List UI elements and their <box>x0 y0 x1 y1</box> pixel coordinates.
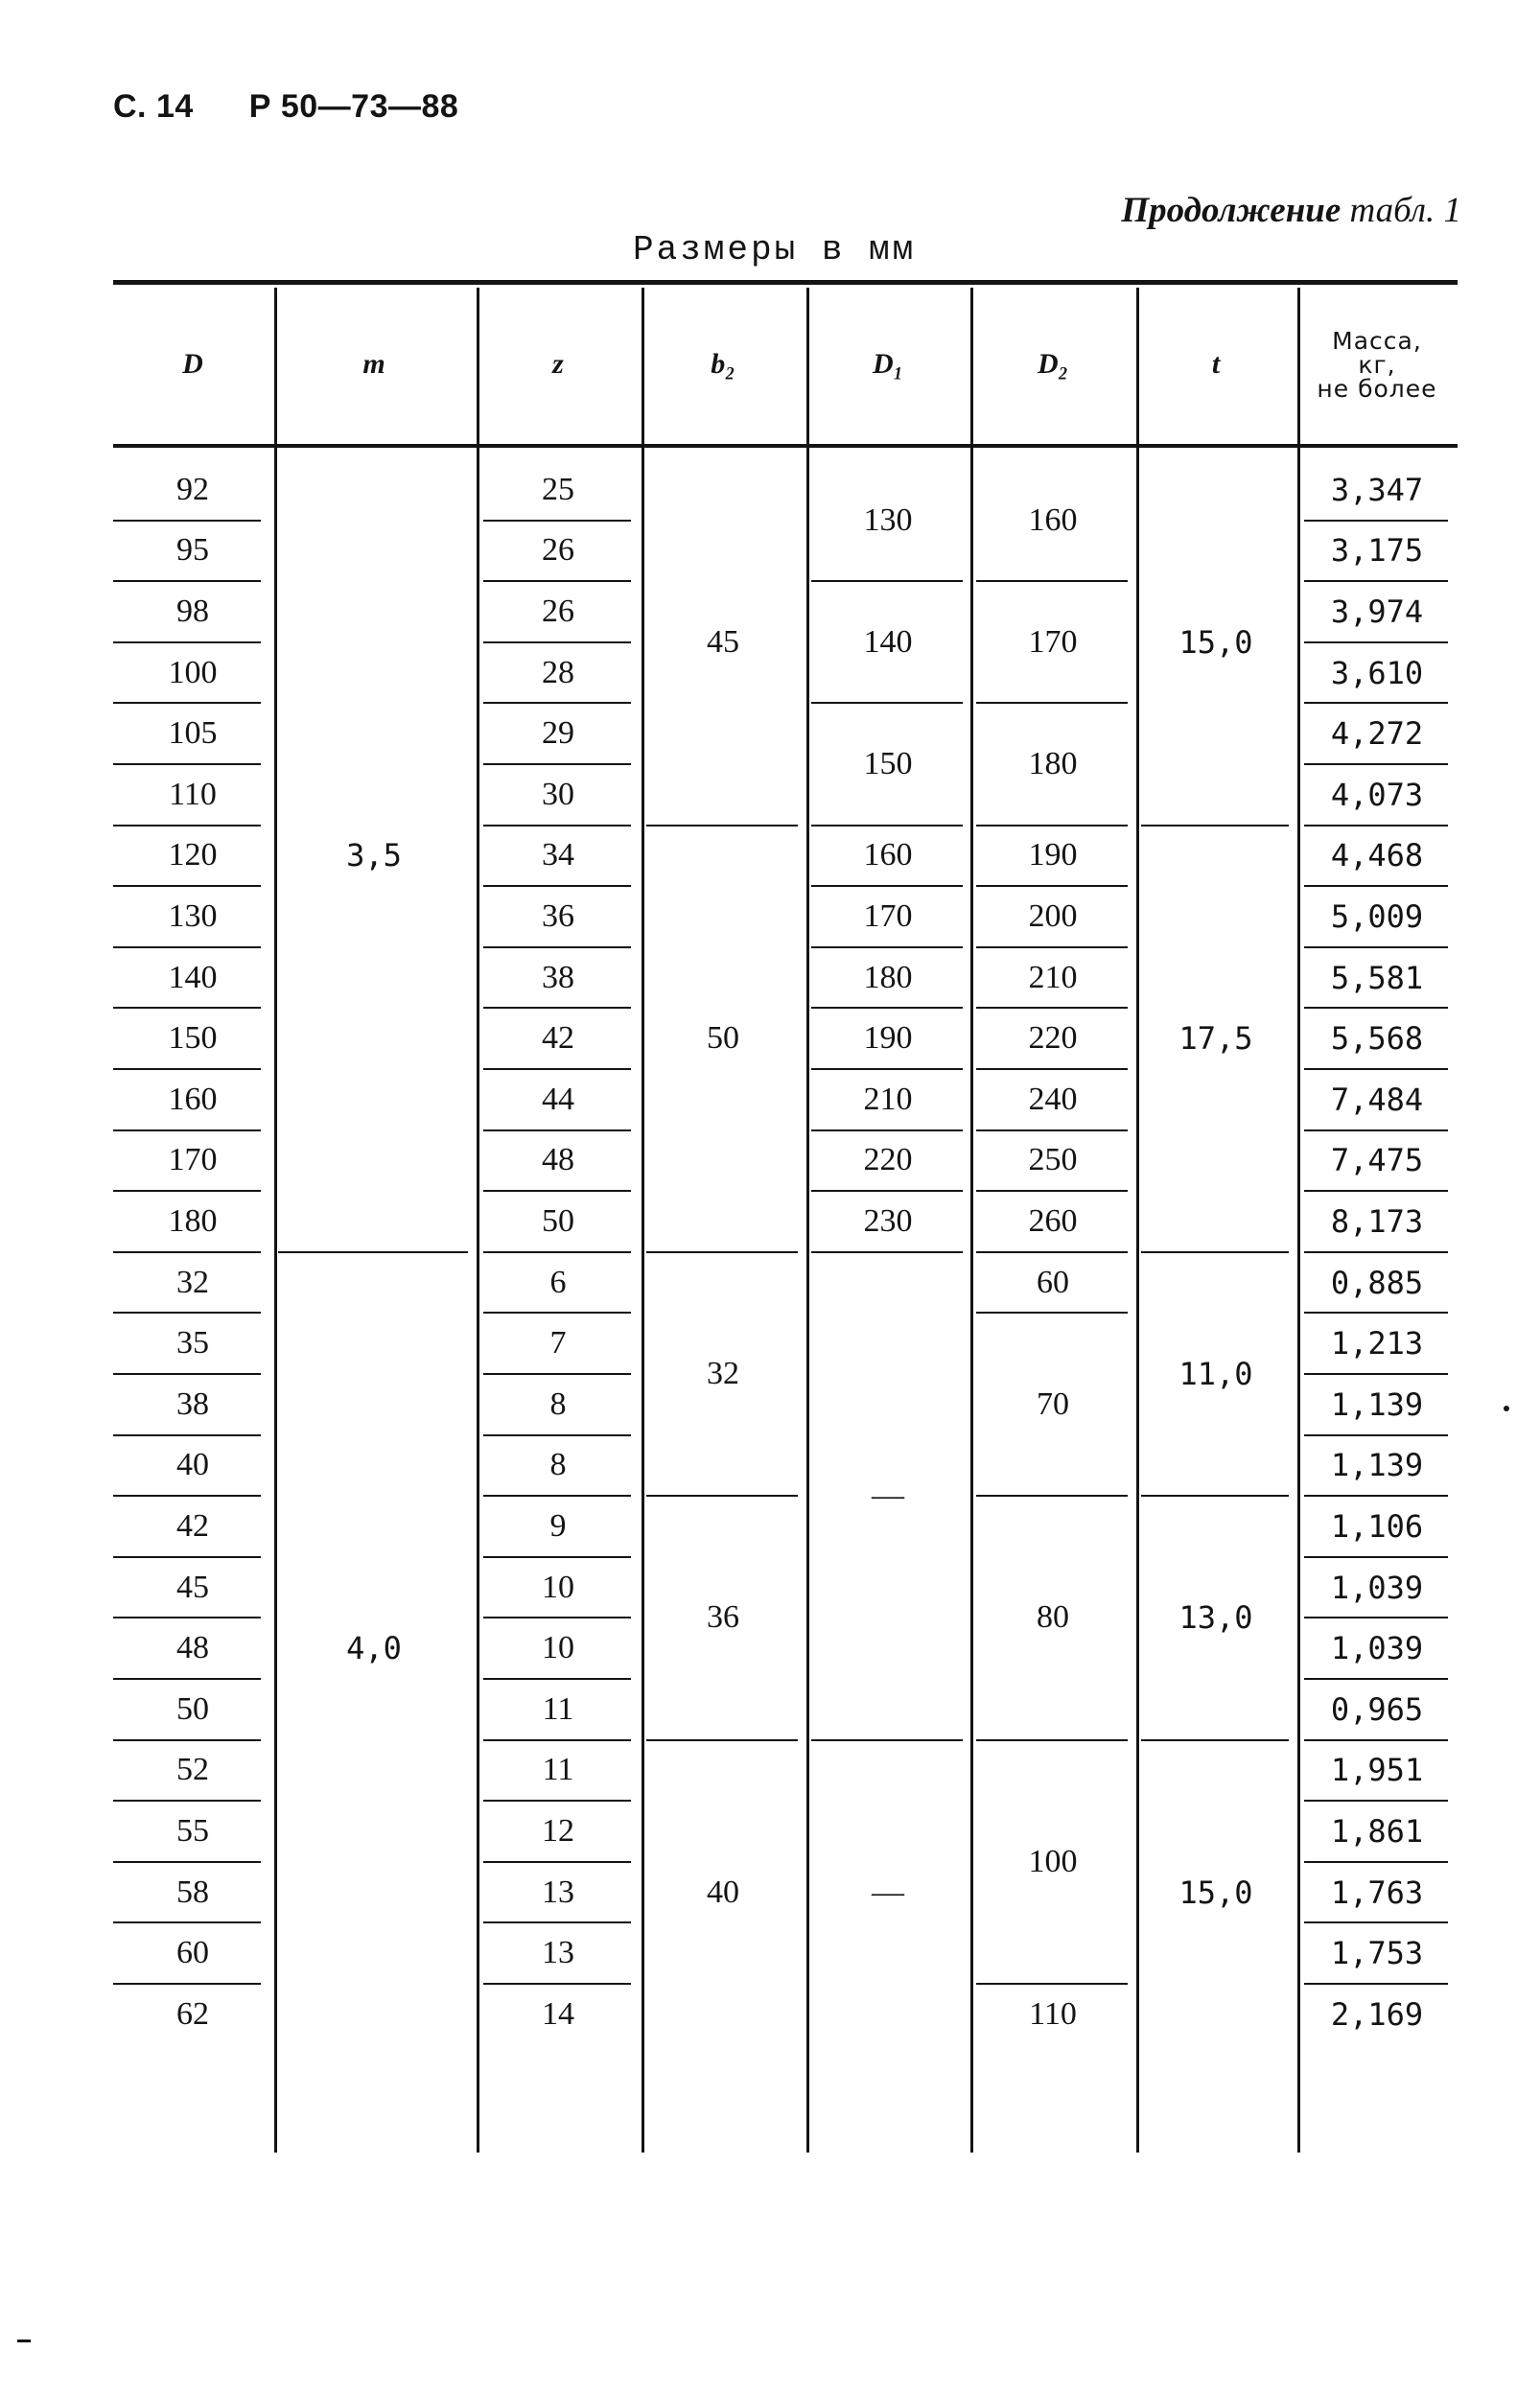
cell-D: 48 <box>176 1630 209 1666</box>
row-rule <box>1304 1312 1448 1314</box>
row-rule <box>1304 1861 1448 1863</box>
column-header-D2: D₂ <box>1037 348 1069 380</box>
cell-mass: 7,475 <box>1330 1142 1424 1179</box>
row-rule <box>113 1007 261 1009</box>
row-rule <box>483 702 631 704</box>
cell-D: 60 <box>176 1935 209 1971</box>
group-rule <box>811 825 963 826</box>
group-rule <box>811 1068 963 1070</box>
group-rule <box>976 702 1128 704</box>
column-header-m: m <box>362 348 385 380</box>
cell-mass: 8,173 <box>1330 1202 1424 1240</box>
cell-mass: 0,965 <box>1330 1690 1424 1728</box>
cell-D1: — <box>872 1478 904 1514</box>
cell-D: 50 <box>176 1690 209 1727</box>
scan-speck <box>1504 1406 1509 1411</box>
row-rule <box>483 1983 631 1985</box>
group-rule <box>976 946 1128 948</box>
group-rule <box>976 1495 1128 1497</box>
row-rule <box>113 1739 261 1741</box>
column-header-mass <box>1296 288 1458 441</box>
column-divider <box>477 288 479 2153</box>
row-rule <box>1304 763 1448 765</box>
row-rule <box>113 825 261 826</box>
group-rule <box>976 1190 1128 1192</box>
group-rule <box>811 1739 963 1741</box>
header-bottom-rule <box>113 444 1458 448</box>
group-rule <box>811 946 963 948</box>
row-rule <box>483 763 631 765</box>
cell-D: 32 <box>176 1264 209 1300</box>
cell-z: 13 <box>542 1874 574 1910</box>
cell-z: 26 <box>542 532 574 569</box>
row-rule <box>1304 1068 1448 1070</box>
row-rule <box>483 1495 631 1497</box>
row-rule <box>113 1617 261 1618</box>
cell-D: 120 <box>168 837 218 873</box>
group-rule <box>1141 1739 1289 1741</box>
row-rule <box>113 1068 261 1070</box>
row-rule <box>1304 1617 1448 1618</box>
table-top-rule <box>113 280 1458 285</box>
cell-mass: 1,106 <box>1330 1507 1424 1545</box>
cell-mass: 1,951 <box>1330 1752 1424 1789</box>
cell-D1: 220 <box>863 1142 913 1178</box>
cell-t: 11,0 <box>1178 1355 1253 1392</box>
row-rule <box>113 1312 261 1314</box>
cell-z: 8 <box>549 1385 567 1422</box>
column-header-t: t <box>1211 348 1221 380</box>
row-rule <box>113 1921 261 1923</box>
cell-D2: 220 <box>1028 1020 1078 1057</box>
cell-b2: 50 <box>707 1020 739 1057</box>
cell-D2: 180 <box>1028 745 1078 781</box>
row-rule <box>1304 702 1448 704</box>
row-rule <box>113 763 261 765</box>
cell-mass: 2,169 <box>1330 1995 1424 2033</box>
units-caption: Размеры в мм <box>633 230 917 269</box>
row-rule <box>1304 1556 1448 1558</box>
cell-mass: 1,763 <box>1330 1874 1424 1911</box>
group-rule <box>976 1251 1128 1253</box>
cell-mass: 3,610 <box>1330 654 1424 691</box>
row-rule <box>113 1800 261 1802</box>
continuation-table-ref: табл. 1 <box>1341 191 1461 230</box>
row-rule <box>113 520 261 522</box>
row-rule <box>1304 580 1448 582</box>
row-rule <box>483 1312 631 1314</box>
row-rule <box>1304 1251 1448 1253</box>
cell-D: 170 <box>168 1142 218 1178</box>
cell-D1: 160 <box>863 837 913 873</box>
row-rule <box>483 1434 631 1436</box>
column-divider <box>1136 288 1139 2153</box>
cell-z: 50 <box>542 1202 574 1239</box>
row-rule <box>483 580 631 582</box>
cell-D: 130 <box>168 897 218 934</box>
cell-z: 6 <box>549 1264 567 1300</box>
cell-z: 9 <box>549 1507 567 1544</box>
cell-z: 11 <box>542 1752 574 1788</box>
row-rule <box>483 825 631 826</box>
cell-mass: 1,861 <box>1330 1812 1424 1850</box>
group-rule <box>646 825 798 826</box>
row-rule <box>1304 641 1448 643</box>
cell-mass: 1,139 <box>1330 1447 1424 1484</box>
row-rule <box>483 1739 631 1741</box>
row-rule <box>1304 825 1448 826</box>
row-rule <box>113 1129 261 1131</box>
cell-D: 35 <box>176 1325 209 1362</box>
cell-z: 28 <box>542 654 574 690</box>
row-rule <box>113 1495 261 1497</box>
cell-mass: 5,009 <box>1330 897 1424 935</box>
cell-D: 100 <box>168 654 218 690</box>
cell-z: 12 <box>542 1812 574 1849</box>
group-rule <box>811 1190 963 1192</box>
cell-D: 62 <box>176 1995 209 2032</box>
group-rule <box>278 1251 468 1253</box>
row-rule <box>1304 1921 1448 1923</box>
cell-D1: 140 <box>863 623 913 660</box>
row-rule <box>113 1861 261 1863</box>
row-rule <box>483 520 631 522</box>
group-rule <box>811 885 963 887</box>
column-header-D1: D₁ <box>872 348 904 380</box>
cell-D2: 260 <box>1028 1202 1078 1239</box>
row-rule <box>483 641 631 643</box>
cell-z: 25 <box>542 471 574 507</box>
row-rule <box>483 946 631 948</box>
cell-t: 15,0 <box>1178 1874 1253 1911</box>
row-rule <box>1304 1678 1448 1680</box>
cell-D: 180 <box>168 1202 218 1239</box>
group-rule <box>1141 1495 1289 1497</box>
row-rule <box>483 1556 631 1558</box>
row-rule <box>113 1983 261 1985</box>
group-rule <box>811 1129 963 1131</box>
column-header-D: D <box>182 348 203 380</box>
cell-m: 4,0 <box>346 1630 402 1667</box>
cell-D2: 70 <box>1037 1385 1069 1422</box>
cell-mass: 3,974 <box>1330 593 1424 630</box>
cell-D1: 170 <box>863 897 913 934</box>
cell-D: 40 <box>176 1447 209 1483</box>
cell-z: 10 <box>542 1569 574 1605</box>
cell-z: 26 <box>542 593 574 629</box>
cell-D: 105 <box>168 715 218 752</box>
cell-t: 17,5 <box>1178 1020 1253 1058</box>
group-rule <box>976 1129 1128 1131</box>
cell-D: 110 <box>169 776 217 812</box>
cell-D1: 150 <box>863 745 913 781</box>
group-rule <box>1141 825 1289 826</box>
cell-b2: 40 <box>707 1874 739 1910</box>
cell-D2: 170 <box>1028 623 1078 660</box>
group-rule <box>976 825 1128 826</box>
row-rule <box>1304 946 1448 948</box>
cell-D1: — <box>872 1874 904 1910</box>
cell-z: 14 <box>542 1995 574 2032</box>
row-rule <box>113 885 261 887</box>
row-rule <box>1304 1983 1448 1985</box>
cell-D2: 200 <box>1028 897 1078 934</box>
cell-mass: 1,139 <box>1330 1385 1424 1423</box>
cell-D2: 80 <box>1037 1599 1069 1636</box>
column-divider <box>806 288 809 2153</box>
cell-mass: 4,272 <box>1330 715 1424 753</box>
cell-z: 7 <box>549 1325 567 1362</box>
row-rule <box>113 1373 261 1375</box>
cell-z: 11 <box>542 1690 574 1727</box>
page-number: С. 14 <box>113 88 194 125</box>
cell-D: 150 <box>168 1020 218 1057</box>
cell-b2: 32 <box>707 1355 739 1391</box>
row-rule <box>113 1556 261 1558</box>
group-rule <box>811 580 963 582</box>
row-rule <box>113 946 261 948</box>
cell-z: 42 <box>542 1020 574 1057</box>
mass-header-line: Масса, <box>1332 326 1422 355</box>
cell-mass: 4,468 <box>1330 837 1424 874</box>
row-rule <box>1304 1739 1448 1741</box>
row-rule <box>483 1007 631 1009</box>
group-rule <box>976 580 1128 582</box>
row-rule <box>483 1861 631 1863</box>
row-rule <box>483 1068 631 1070</box>
row-rule <box>113 641 261 643</box>
group-rule <box>976 885 1128 887</box>
cell-mass: 3,347 <box>1330 471 1424 508</box>
row-rule <box>483 1617 631 1618</box>
cell-z: 30 <box>542 776 574 812</box>
row-rule <box>113 1678 261 1680</box>
group-rule <box>1141 1251 1289 1253</box>
cell-z: 38 <box>542 959 574 995</box>
row-rule <box>483 1129 631 1131</box>
cell-mass: 0,885 <box>1330 1264 1424 1301</box>
column-header-b2: b₂ <box>711 348 735 380</box>
column-header-z: z <box>552 348 564 380</box>
continuation-word: Продолжение <box>1121 191 1342 230</box>
cell-D1: 210 <box>863 1081 913 1117</box>
row-rule <box>1304 1129 1448 1131</box>
mass-header-line: не более <box>1317 374 1437 403</box>
row-rule <box>1304 520 1448 522</box>
cell-D: 98 <box>176 593 209 629</box>
row-rule <box>1304 1800 1448 1802</box>
cell-mass: 1,039 <box>1330 1630 1424 1667</box>
row-rule <box>113 702 261 704</box>
cell-b2: 45 <box>707 623 739 660</box>
cell-mass: 3,175 <box>1330 532 1424 570</box>
cell-D: 42 <box>176 1507 209 1544</box>
group-rule <box>646 1251 798 1253</box>
row-rule <box>483 1190 631 1192</box>
cell-D1: 180 <box>863 959 913 995</box>
cell-mass: 1,753 <box>1330 1935 1424 1972</box>
cell-z: 8 <box>549 1447 567 1483</box>
cell-D: 58 <box>176 1874 209 1910</box>
cell-D2: 210 <box>1028 959 1078 995</box>
mass-header-line: кг, <box>1358 350 1396 379</box>
cell-mass: 1,039 <box>1330 1569 1424 1606</box>
row-rule <box>483 1373 631 1375</box>
cell-D: 160 <box>168 1081 218 1117</box>
row-rule <box>483 1800 631 1802</box>
cell-z: 10 <box>542 1630 574 1666</box>
group-rule <box>976 1068 1128 1070</box>
row-rule <box>113 580 261 582</box>
row-rule <box>483 885 631 887</box>
group-rule <box>646 1739 798 1741</box>
cell-D: 92 <box>176 471 209 507</box>
cell-D2: 60 <box>1037 1264 1069 1300</box>
cell-m: 3,5 <box>346 837 402 874</box>
row-rule <box>1304 1373 1448 1375</box>
row-rule <box>1304 1007 1448 1009</box>
group-rule <box>811 1007 963 1009</box>
cell-D1: 230 <box>863 1202 913 1239</box>
group-rule <box>811 702 963 704</box>
row-rule <box>1304 885 1448 887</box>
cell-D: 140 <box>168 959 218 995</box>
cell-z: 36 <box>542 897 574 934</box>
cell-b2: 36 <box>707 1599 739 1636</box>
cell-mass: 4,073 <box>1330 776 1424 813</box>
column-divider <box>642 288 644 2153</box>
row-rule <box>483 1921 631 1923</box>
cell-D: 45 <box>176 1569 209 1605</box>
cell-D: 52 <box>176 1752 209 1788</box>
scan-dash <box>17 2340 31 2342</box>
cell-D2: 250 <box>1028 1142 1078 1178</box>
group-rule <box>811 1251 963 1253</box>
cell-z: 34 <box>542 837 574 873</box>
cell-mass: 7,484 <box>1330 1081 1424 1118</box>
cell-mass: 5,581 <box>1330 959 1424 996</box>
cell-z: 48 <box>542 1142 574 1178</box>
group-rule <box>976 1312 1128 1314</box>
group-rule <box>646 1495 798 1497</box>
cell-t: 15,0 <box>1178 623 1253 661</box>
row-rule <box>1304 1495 1448 1497</box>
row-rule <box>483 1251 631 1253</box>
cell-mass: 1,213 <box>1330 1325 1424 1362</box>
row-rule <box>113 1434 261 1436</box>
row-rule <box>113 1251 261 1253</box>
group-rule <box>976 1007 1128 1009</box>
cell-D1: 130 <box>863 501 913 538</box>
cell-D2: 240 <box>1028 1081 1078 1117</box>
cell-z: 13 <box>542 1935 574 1971</box>
row-rule <box>1304 1434 1448 1436</box>
page-header <box>113 88 458 126</box>
cell-D2: 100 <box>1028 1843 1078 1879</box>
column-divider <box>970 288 973 2153</box>
cell-D: 55 <box>176 1812 209 1849</box>
cell-D: 95 <box>176 532 209 569</box>
cell-D1: 190 <box>863 1020 913 1057</box>
group-rule <box>976 1983 1128 1985</box>
row-rule <box>113 1190 261 1192</box>
row-rule <box>483 1678 631 1680</box>
row-rule <box>1304 1190 1448 1192</box>
column-divider <box>274 288 277 2153</box>
cell-D2: 190 <box>1028 837 1078 873</box>
column-divider <box>1297 288 1300 2153</box>
standard-number: Р 50—73—88 <box>248 88 459 125</box>
cell-mass: 5,568 <box>1330 1020 1424 1058</box>
group-rule <box>976 1739 1128 1741</box>
cell-D2: 160 <box>1028 501 1078 538</box>
cell-z: 44 <box>542 1081 574 1117</box>
cell-z: 29 <box>542 715 574 752</box>
cell-D: 38 <box>176 1385 209 1422</box>
table-continuation <box>1121 190 1461 231</box>
cell-D2: 110 <box>1029 1995 1077 2032</box>
cell-t: 13,0 <box>1178 1599 1253 1637</box>
